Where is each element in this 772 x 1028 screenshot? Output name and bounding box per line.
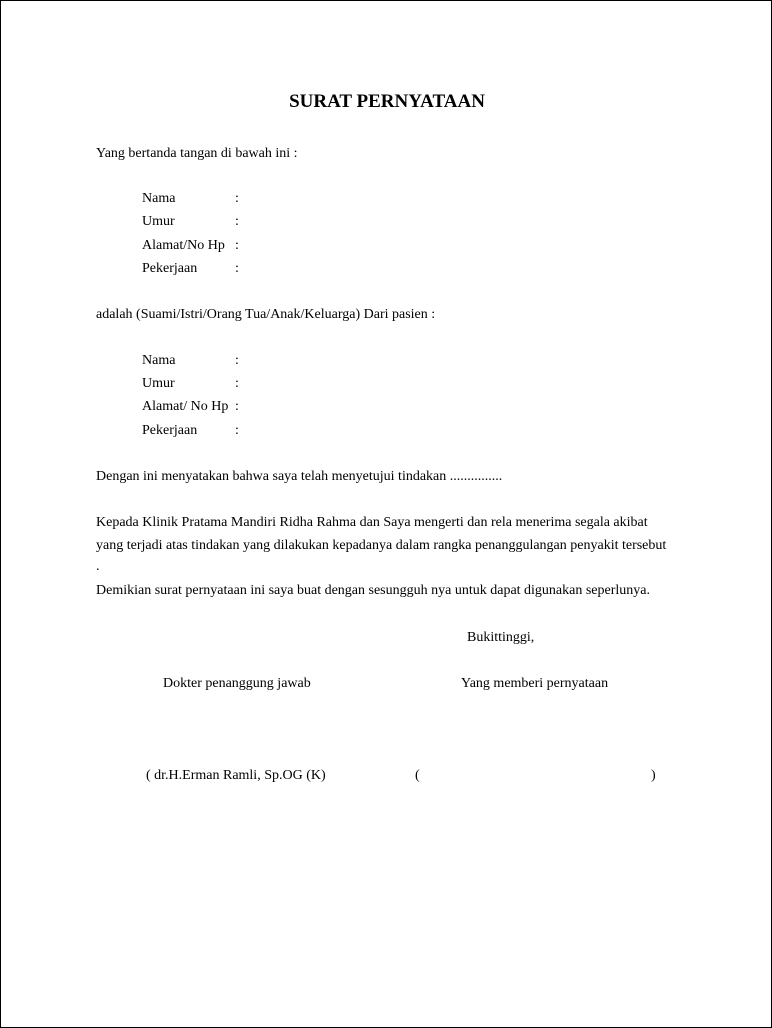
- document-title: SURAT PERNYATAAN: [289, 91, 485, 112]
- signer-job-colon: :: [235, 261, 239, 276]
- patient-name-label: Nama: [142, 353, 176, 368]
- intro-text: Yang bertanda tangan di bawah ini :: [96, 146, 298, 161]
- patient-job-colon: :: [235, 423, 239, 438]
- place-date: Bukittinggi,: [467, 630, 535, 645]
- signer-age-colon: :: [235, 214, 239, 229]
- declarant-signature-close: ): [651, 768, 656, 783]
- patient-age-label: Umur: [142, 376, 175, 391]
- paragraph-line-1: Kepada Klinik Pratama Mandiri Ridha Rahma dan Saya mengerti dan rela menerima segala akibat: [96, 515, 648, 530]
- signer-address-colon: :: [235, 238, 239, 253]
- declarant-role: Yang memberi pernyataan: [461, 676, 609, 691]
- paragraph-line-2: yang terjadi atas tindakan yang dilakukan kepadanya dalam rangka penanggulangan penyakit tersebut: [96, 538, 667, 553]
- signer-age-label: Umur: [142, 214, 175, 229]
- signer-name-colon: :: [235, 191, 239, 206]
- closing-text: Demikian surat pernyataan ini saya buat dengan sesungguh nya untuk dapat digunakan seperlunya.: [96, 583, 651, 598]
- paragraph-line-3: .: [96, 559, 100, 574]
- doctor-name: ( dr.H.Erman Ramli, Sp.OG (K): [146, 768, 326, 783]
- consent-text: Dengan ini menyatakan bahwa saya telah menyetujui tindakan ...............: [96, 469, 503, 484]
- declarant-signature-open: (: [415, 768, 420, 783]
- patient-job-label: Pekerjaan: [142, 423, 198, 438]
- signer-address-label: Alamat/No Hp: [142, 238, 225, 253]
- signer-job-label: Pekerjaan: [142, 261, 198, 276]
- signer-name-label: Nama: [142, 191, 176, 206]
- patient-address-label: Alamat/ No Hp: [142, 399, 229, 414]
- patient-age-colon: :: [235, 376, 239, 391]
- patient-name-colon: :: [235, 353, 239, 368]
- relation-text: adalah (Suami/Istri/Orang Tua/Anak/Keluarga) Dari pasien :: [96, 307, 436, 322]
- patient-address-colon: :: [235, 399, 239, 414]
- doctor-role: Dokter penanggung jawab: [163, 676, 311, 691]
